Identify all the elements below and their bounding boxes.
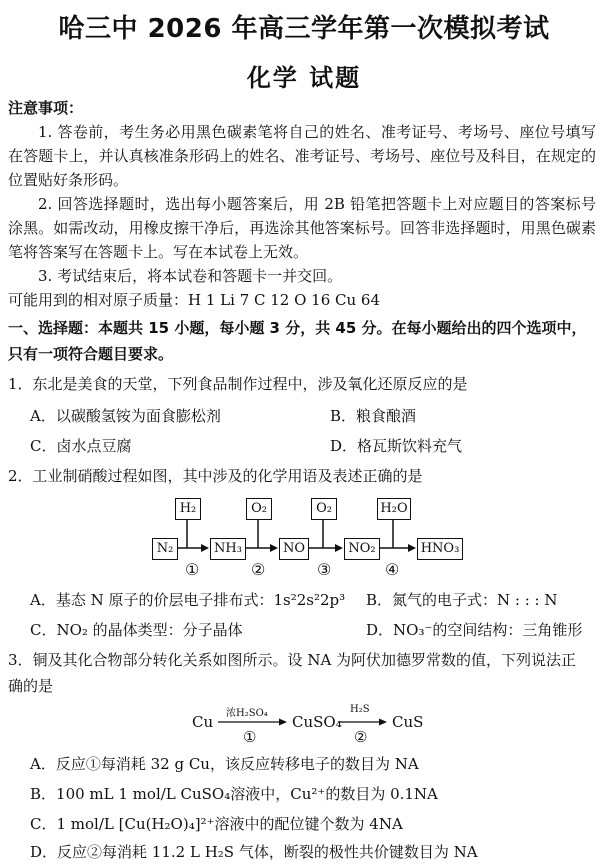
- notice-heading: 注意事项：: [8, 99, 84, 117]
- q2-stem: 2．工业制硝酸过程如图，其中涉及的化学用语及表述正确的是: [8, 467, 423, 485]
- subject-title: 化学 试题: [246, 64, 362, 92]
- exam-title: 哈三中 2026 年高三学年第一次模拟考试: [58, 14, 550, 44]
- chain-box-no: NO: [279, 538, 309, 560]
- q3-option-b: B．100 mL 1 mol/L CuSO₄溶液中，Cu²⁺的数目为 0.1NA: [30, 785, 438, 803]
- q3-stem-line1: 3．铜及其化合物部分转化关系如图所示。设 NA 为阿伏加德罗常数的值，下列说法正: [8, 651, 577, 669]
- q1-option-a: A．以碳酸氢铵为面食膨松剂: [30, 407, 221, 425]
- q3-option-d: D．反应②每消耗 11.2 L H₂S 气体，断裂的极性共价键数目为 NA: [30, 843, 478, 861]
- reagent-box-2: O₂: [246, 498, 272, 520]
- scheme-cu: Cu: [192, 713, 214, 731]
- q3-option-a: A．反应①每消耗 32 g Cu，该反应转移电子的数目为 NA: [30, 755, 419, 773]
- scheme-condition-2: H₂S: [350, 704, 370, 715]
- q1-option-d: D．格瓦斯饮料充气: [330, 437, 463, 455]
- q1-option-b: B．粮食酿酒: [330, 407, 417, 425]
- q1-option-c: C．卤水点豆腐: [30, 437, 132, 455]
- scheme-cuso4: CuSO₄: [292, 713, 342, 731]
- q2-option-d: D．NO₃⁻的空间结构：三角锥形: [366, 621, 583, 639]
- scheme-step-2: ②: [354, 728, 368, 746]
- notice-item-3: 3. 考试结束后，将本试卷和答题卡一并交回。: [38, 267, 343, 285]
- step-label-1: ①: [185, 560, 200, 579]
- q1-stem: 1．东北是美食的天堂，下列食品制作过程中，涉及氧化还原反应的是: [8, 375, 468, 393]
- chain-box-n2: N₂: [152, 538, 178, 560]
- chain-box-no2: NO₂: [344, 538, 380, 560]
- q3-stem-line2: 确的是: [8, 677, 54, 695]
- scheme-cus: CuS: [392, 713, 424, 731]
- q2-option-b: B．氮气的电子式：N : : : N: [366, 591, 558, 609]
- notice-item-1: 1. 答卷前，考生务必用黑色碳素笔将自己的姓名、准考证号、考场号、座位号填写在答题卡上，并认真核准条形码上的姓名、准考证号、考场号、座位号及科目，在规定的位置贴好条形码。: [8, 123, 596, 189]
- atomic-masses: 可能用到的相对原子质量：H 1 Li 7 C 12 O 16 Cu 64: [8, 291, 381, 309]
- scheme-condition-1: 浓H₂SO₄: [226, 708, 268, 719]
- step-label-3: ③: [317, 560, 332, 579]
- notice-item-2: 2. 回答选择题时，选出每小题答案后，用 2B 铅笔把答题卡上对应题目的答案标号涂黑。如需改动，用橡皮擦干净后，再选涂其他答案标号。回答非选择题时，用黑色碳素笔将答案写在答题卡上。写在本试卷上无效。: [8, 195, 596, 261]
- chain-box-nh3: NH₃: [210, 538, 246, 560]
- section-heading-line1: 一、选择题：本题共 15 小题，每小题 3 分，共 45 分。在每小题给出的四个选项中，: [8, 319, 587, 337]
- reagent-box-4: H₂O: [377, 498, 411, 520]
- reagent-box-3: O₂: [311, 498, 337, 520]
- q3-option-c: C．1 mol/L [Cu(H₂O)₄]²⁺溶液中的配位键个数为 4NA: [30, 815, 403, 833]
- reagent-box-1: H₂: [175, 498, 201, 520]
- q2-option-c: C．NO₂ 的晶体类型：分子晶体: [30, 621, 243, 639]
- step-label-2: ②: [251, 560, 266, 579]
- scheme-step-1: ①: [243, 728, 257, 746]
- step-label-4: ④: [385, 560, 400, 579]
- section-heading-line2: 只有一项符合题目要求。: [8, 345, 174, 363]
- chain-box-hno3: HNO₃: [417, 538, 463, 560]
- q2-option-a: A．基态 N 原子的价层电子排布式：1s²2s²2p³: [30, 591, 346, 609]
